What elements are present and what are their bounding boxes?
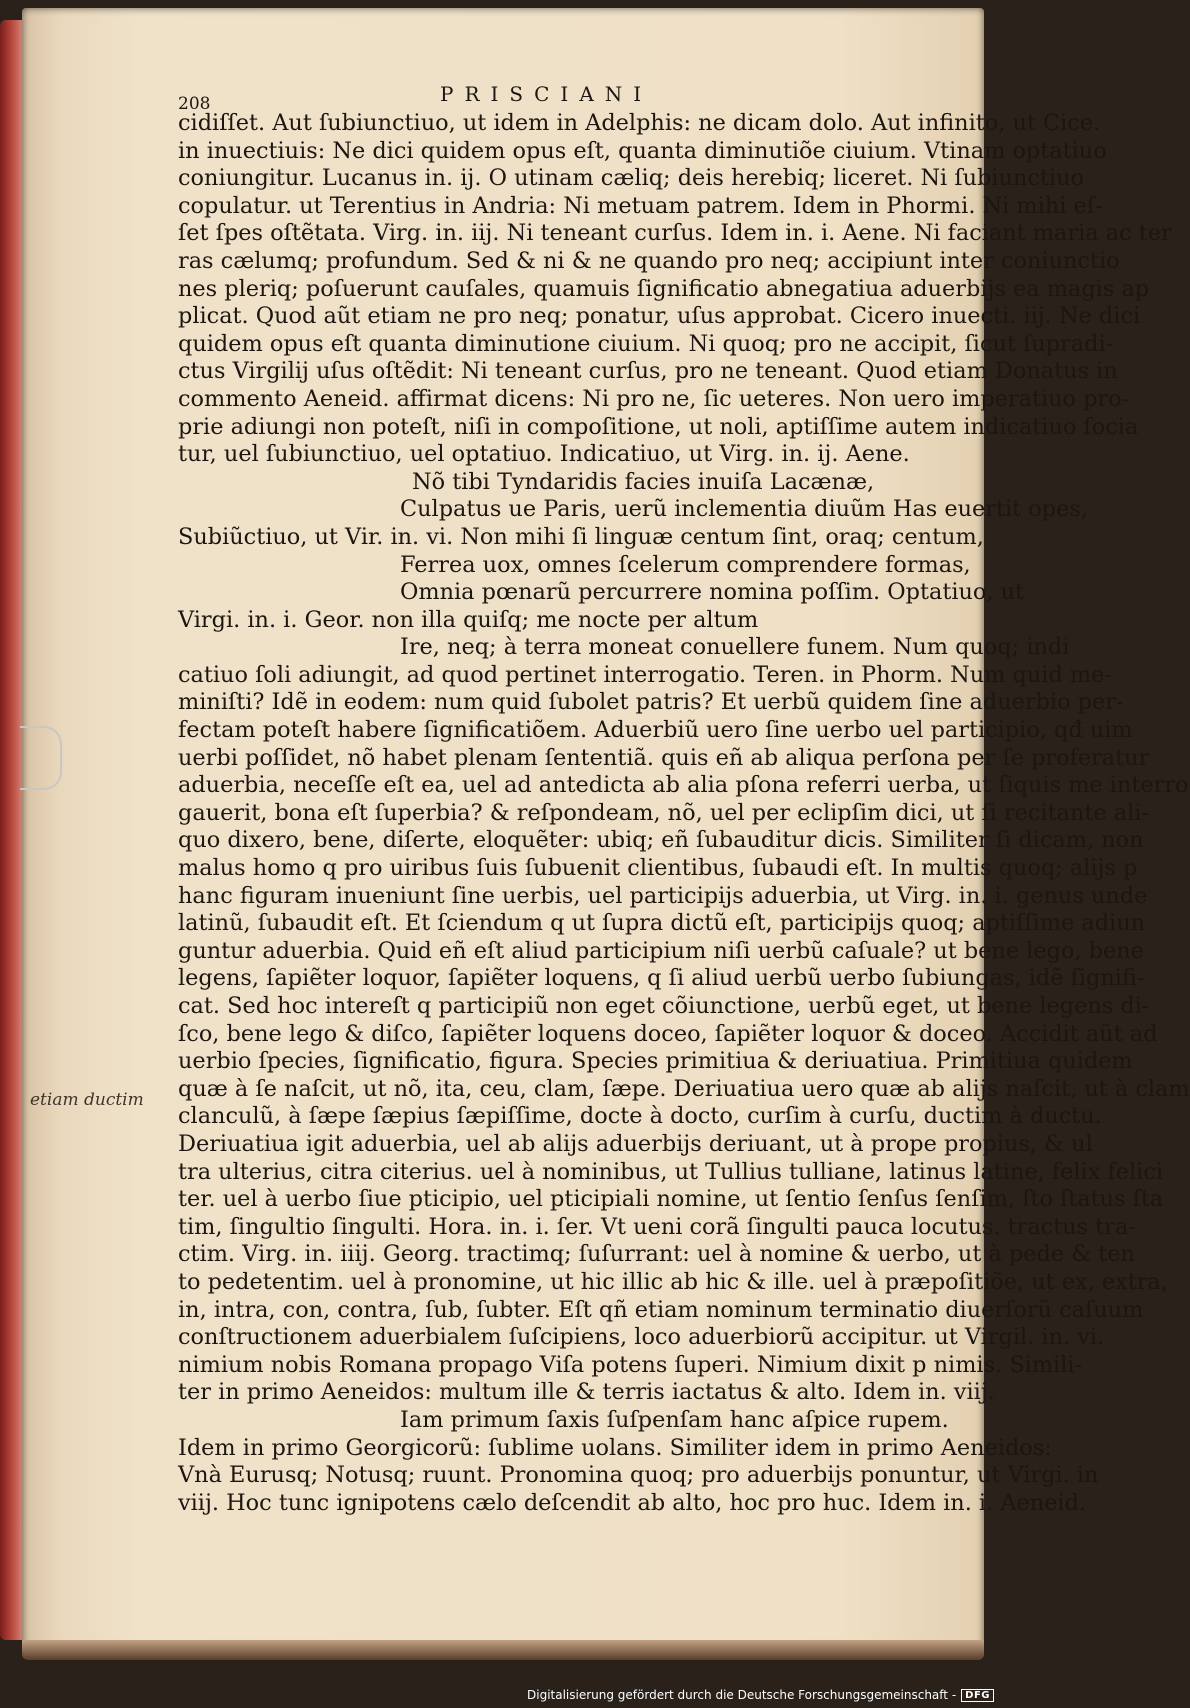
text-line: gauerit, bona eſt ſuperbia? & reſpondeam, nõ, uel per eclipſim dici, ut ſi recitante ali- [178, 799, 1149, 826]
text-line: aduerbia, neceſſe eſt ea, uel ad antedicta ab alia pſona referri uerba, ut ſiquis me interro [178, 772, 1189, 799]
dfg-logo: DFG [961, 1689, 994, 1702]
running-title: PRISCIANI [440, 82, 653, 106]
text-line: Virgi. in. i. Geor. non illa quiſq; me nocte per altum [178, 606, 759, 633]
footer-credit-text: Digitalisierung gefördert durch die Deutsche Forschungsgemeinschaft - [527, 1688, 957, 1702]
text-line: quæ à ſe naſcit, ut nõ, ita, ceu, clam, ſæpe. Deriuatiua uero quæ ab alijs naſcit, ut à clam [178, 1075, 1190, 1102]
verse-line: Ire, neq; à terra moneat conuellere funem. Num quoq; indi [400, 634, 1070, 661]
text-line: Deriuatiua igit aduerbia, uel ab alijs aduerbijs deriuant, ut à prope propius, & ul [178, 1130, 1093, 1157]
text-line: plicat. Quod aũt etiam ne pro neq; ponatur, uſus approbat. Cicero inuecti. iij. Ne dici [178, 303, 1141, 330]
text-line: fectam poteſt habere ſignificatiõem. Aduerbiũ uero ſine uerbo uel participio, qđ uim [178, 717, 1133, 744]
text-line: copulatur. ut Terentius in Andria: Ni metuam patrem. Idem in Phormi. Ni mihi eſ- [178, 192, 1103, 219]
text-line: to pedetentim. uel à pronomine, ut hic illic ab hic & ille. uel à præpoſitiõe, ut ex, extra, [178, 1268, 1168, 1295]
text-line: ctus Virgilij uſus oſtẽdit: Ni teneant curſus, pro ne teneant. Quod etiam Donatus in [178, 358, 1118, 385]
text-line: Idem in primo Georgicorũ: ſublime uolans. Similiter idem in primo Aeneidos: [178, 1434, 1052, 1461]
text-line: tur, uel ſubiunctiuo, uel optatiuo. Indicatiuo, ut Virg. in. ij. Aene. [178, 441, 910, 468]
text-line: viij. Hoc tunc ignipotens cælo deſcendit ab alto, hoc pro huc. Idem in. i. Aeneid. [178, 1489, 1087, 1516]
page-bottom-edge [22, 1640, 984, 1660]
text-line: nes pleriq; poſuerunt cauſales, quamuis ſignificatio abnegatiua aduerbijs ea magis ap [178, 275, 1150, 302]
digitization-footer [527, 1688, 994, 1702]
text-line: coniungitur. Lucanus in. ij. O utinam cæliq; deis herebiq; liceret. Ni ſubiunctiuo [178, 165, 1084, 192]
text-line: conſtructionem aduerbialem ſuſcipiens, loco aduerbiorũ accipitur. ut Virgil. in. vi. [178, 1324, 1105, 1351]
text-line: miniſti? Idẽ in eodem: num quid ſubolet patris? Et uerbũ quidem ſine aduerbio per- [178, 689, 1124, 716]
main-text [178, 110, 1190, 1517]
paper-clip-icon [20, 726, 62, 790]
verse-line: Omnia pœnarũ percurrere nomina poſſim. Optatiuo, ut [400, 579, 1025, 606]
text-line: ter in primo Aeneidos: multum ille & terris iactatus & alto. Idem in. viij. [178, 1379, 995, 1406]
text-line: quo dixero, bene, diſerte, eloquẽter: ubiq; eñ ſubauditur dicis. Similiter ſi dicam, non [178, 827, 1144, 854]
text-line: in inuectiuis: Ne dici quidem opus eſt, quanta diminutiõe ciuium. Vtinam optatiuo [178, 137, 1107, 164]
text-line: hanc figuram inueniunt ſine uerbis, uel participijs aduerbia, ut Virg. in. i. genus unde [178, 882, 1148, 909]
text-line: ras cælumq; profundum. Sed & ni & ne quando pro neq; accipiunt inter coniunctio [178, 247, 1120, 274]
text-line: nimium nobis Romana propago Viſa potens ſuperi. Nimium dixit p nimis. Simili- [178, 1351, 1083, 1378]
text-line: clanculũ, à ſæpe ſæpius ſæpiſſime, docte à docto, curſim à curſu, ductim à ductu. [178, 1103, 1102, 1130]
text-line: tra ulterius, citra citerius. uel à nominibus, ut Tullius tulliane, latinus latine, felix felici [178, 1158, 1164, 1185]
text-line: cat. Sed hoc intereſt q participiũ non eget cõiunctione, uerbũ eget, ut bene legens di- [178, 993, 1150, 1019]
text-line: ter. uel à uerbo ſiue pticipio, uel pticipiali nomine, ut ſentio ſenſus ſenſim, ſto ſtatus ſta [178, 1186, 1164, 1213]
verse-line: Culpatus ue Paris, uerũ inclementia diuũm Has euertit opes, [400, 496, 1088, 523]
verse-line: Nõ tibi Tyndaridis facies inuiſa Lacænæ, [412, 468, 875, 495]
text-line: latinũ, ſubaudit eſt. Et ſciendum q ut ſupra dictũ eſt, participijs quoq; aptiſſime adiun [178, 910, 1146, 937]
verse-line: Iam primum ſaxis ſuſpenſam hanc aſpice rupem. [400, 1406, 949, 1433]
text-line: commento Aeneid. affirmat dicens: Ni pro ne, ſic ueteres. Non uero imperatiuo pro- [178, 385, 1130, 412]
text-line: ctim. Virg. in. iiij. Georg. tractimq; ſuſurrant: uel à nomine & uerbo, ut à pede & ten [178, 1241, 1135, 1268]
text-line: guntur aduerbia. Quid eñ eſt aliud participium niſi uerbũ caſuale? ut bene lego, bene [178, 937, 1144, 964]
text-line: cidiſſet. Aut ſubiunctiuo, ut idem in Adelphis: ne dicam dolo. Aut infinito, ut Cice. [178, 110, 1101, 136]
text-line: ſco, bene lego & diſco, ſapiẽter loquens doceo, ſapiẽter loquor & doceo. Accidit aũt ad [178, 1020, 1158, 1047]
text-line: uerbi poſſidet, nõ habet plenam ſententiã. quis eñ ab aliqua perſona per ſe proferatur [178, 744, 1150, 771]
text-line: Vnà Eurusq; Notusq; ruunt. Pronomina quoq; pro aduerbijs ponuntur, ut Virgi. in [178, 1462, 1099, 1489]
text-line: prie adiungi non poteſt, niſi in compoſitione, ut noli, aptiſſime autem indicatiuo ſocia [178, 413, 1139, 440]
text-line: tim, ſingultio ſingulti. Hora. in. i. ſer. Vt ueni corã ſingulti pauca locutus. tractus tra- [178, 1213, 1136, 1240]
text-line: Subiũctiuo, ut Vir. in. vi. Non mihi ſi linguæ centum ſint, oraq; centum, [178, 523, 984, 550]
text-line: malus homo q pro uiribus ſuis ſubuenit clientibus, ſubaudi eſt. In multis quoq; alijs p [178, 855, 1138, 882]
text-line: legens, ſapiẽter loquor, ſapiẽter loquens, q ſi aliud uerbũ uerbo ſubiungas, idẽ ſignifi- [178, 965, 1145, 992]
text-line: in, intra, con, contra, ſub, ſubter. Eſt qñ etiam nominum terminatio diuerſorũ caſuum [178, 1296, 1144, 1323]
folio-number: 208 [178, 94, 211, 114]
margin-annotation: etiam ductim [30, 1090, 144, 1110]
text-line: catiuo ſoli adiungit, ad quod pertinet interrogatio. Teren. in Phorm. Num quid me- [178, 661, 1112, 688]
text-line: quidem opus eſt quanta diminutione ciuium. Ni quoq; pro ne accipit, ſicut ſupradi- [178, 330, 1114, 357]
verse-line: Ferrea uox, omnes ſcelerum comprendere formas, [400, 551, 971, 578]
text-line: ſet ſpes oſtẽtata. Virg. in. iij. Ni teneant curſus. Idem in. i. Aene. Ni faciant maria ac ter [178, 220, 1172, 247]
text-line: uerbio ſpecies, ſignificatio, figura. Species primitiua & deriuatiua. Primitiua quidem [178, 1048, 1133, 1075]
